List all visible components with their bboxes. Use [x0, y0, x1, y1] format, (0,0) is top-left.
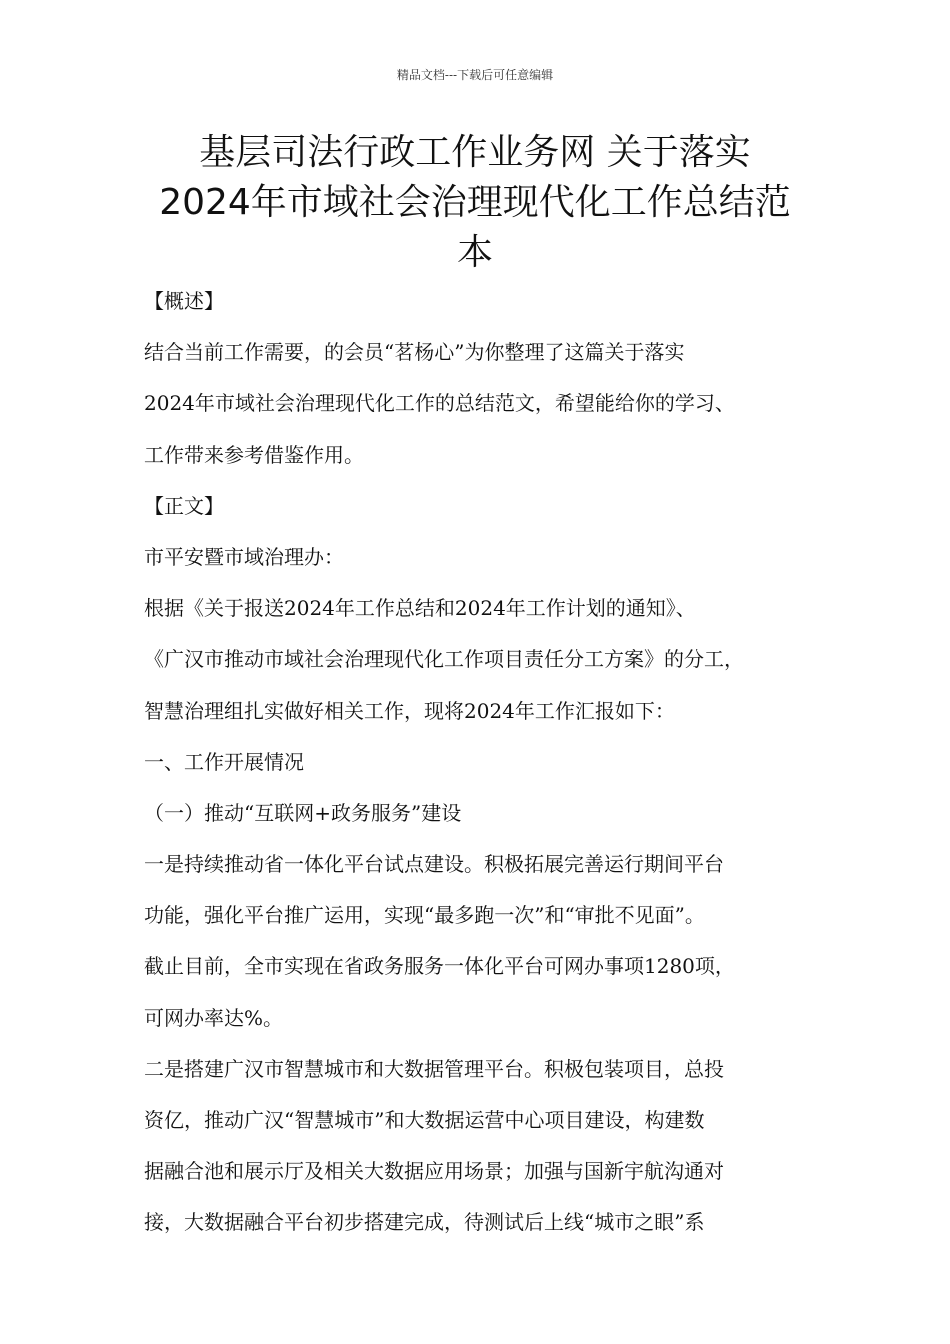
- body-line: 资亿，推动广汉“智慧城市”和大数据运营中心项目建设，构建数: [144, 1108, 705, 1132]
- body-line: 工作带来参考借鉴作用。: [144, 442, 364, 467]
- section-label-main-text: 【正文】: [144, 493, 224, 518]
- page-header: 精品文档---下载后可任意编辑: [396, 68, 554, 82]
- body-line: 接，大数据融合平台初步搭建完成，待测试后上线“城市之眼”系: [144, 1210, 705, 1235]
- title-line: 本: [456, 232, 493, 273]
- body-line: 《广汉市推动市域社会治理现代化工作项目责任分工方案》的分工，: [144, 647, 744, 672]
- body-line: 根据《关于报送2024年工作总结和2024年工作计划的通知》、: [144, 596, 696, 621]
- title-line: 2024年市域社会治理现代化工作总结范: [159, 182, 791, 223]
- body-line: 一是持续推动省一体化平台试点建设。积极拓展完善运行期间平台: [144, 852, 724, 877]
- document-title: [120, 128, 830, 278]
- addressee-line: 市平安暨市域治理办：: [144, 544, 344, 569]
- body-line: 可网办率达%。: [144, 1005, 284, 1030]
- body-line: 截止目前，全市实现在省政务服务一体化平台可网办事项1280项，: [144, 954, 735, 979]
- section-label-overview: 【概述】: [144, 289, 224, 313]
- document-body: [144, 280, 834, 1253]
- title-line: 基层司法行政工作业务网 关于落实: [199, 132, 751, 173]
- body-line: 二是搭建广汉市智慧城市和大数据管理平台。积极包装项目，总投: [144, 1056, 724, 1081]
- subsection-heading: （一）推动“互联网+政务服务”建设: [144, 800, 462, 825]
- body-line: 据融合池和展示厅及相关大数据应用场景；加强与国新宇航沟通对: [144, 1159, 724, 1184]
- body-line: 2024年市域社会治理现代化工作的总结范文，希望能给你的学习、: [144, 391, 735, 416]
- body-line: 智慧治理组扎实做好相关工作，现将2024年工作汇报如下：: [144, 698, 675, 723]
- section-heading: 一、工作开展情况: [144, 749, 304, 774]
- body-line: 结合当前工作需要，的会员“茗杨心”为你整理了这篇关于落实: [144, 340, 685, 365]
- body-line: 功能，强化平台推广运用，实现“最多跑一次”和“审批不见面”。: [144, 903, 705, 928]
